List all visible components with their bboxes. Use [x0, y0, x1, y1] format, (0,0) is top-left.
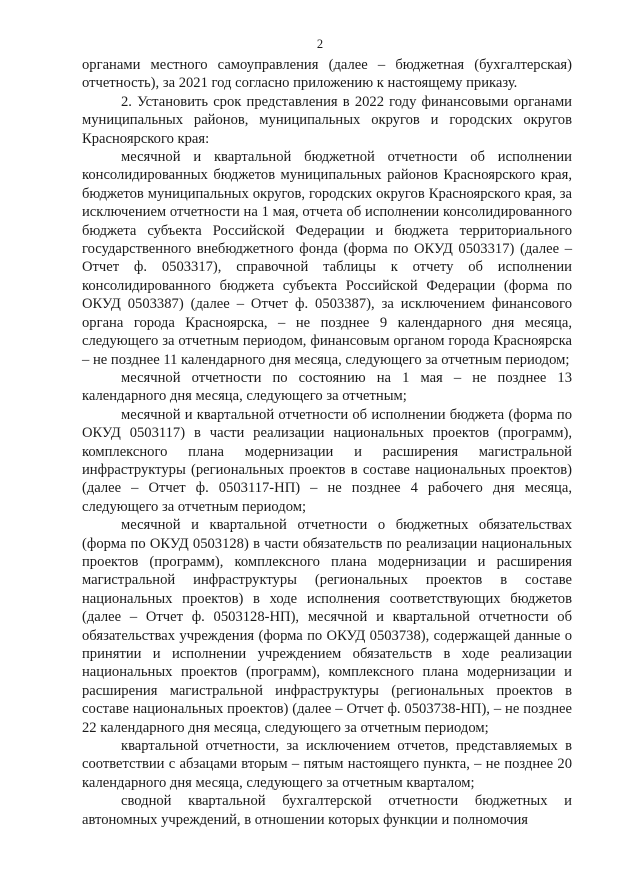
- page-number: 2: [316, 37, 324, 51]
- document-body: [82, 56, 572, 829]
- paragraph-monthly-quarterly-report: месячной и квартальной бюджетной отчетности об исполнении консолидированных бюджетов муниципальных районов Красноярского края, бюджетов муниципальных округов, городских округов Красноярского края, за исключением отчетности на 1 мая, отчета об исполнении консолидированного бюджета субъекта Российской Федерации и бюджета территориального государственного внебюджетного фонда (форма по ОКУД 0503317) (далее – Отчет ф. 0503317), справочной таблицы к отчету об исполнении консолидированного бюджета субъекта Российской Федерации (форма по ОКУД 0503387) (далее – Отчет ф. 0503387), за исключением финансового органа города Красноярска, – не позднее 9 календарного дня месяца, следующего за отчетным периодом, финансовым органом города Красноярска – не позднее 11 календарного дня месяца, следующего за отчетным периодом;: [82, 149, 572, 368]
- paragraph-report-0503117: месячной и квартальной отчетности об исполнении бюджета (форма по ОКУД 0503117) в части реализации национальных проектов (программ), комплексного плана модернизации и расширения магистральной инфраструктуры (региональных проектов в составе национальных проектов) (далее – Отчет ф. 0503117-НП) – не позднее 4 рабочего дня месяца, следующего за отчетным периодом;: [82, 406, 572, 515]
- paragraph-item-2: 2. Установить срок представления в 2022 году финансовыми органами муниципальных районов, муниципальных округов и городских округов Красноярского края:: [82, 93, 572, 147]
- paragraph-may-report: месячной отчетности по состоянию на 1 мая – не позднее 13 календарного дня месяца, следующего за отчетным;: [82, 369, 572, 405]
- paragraph-continuation: органами местного самоуправления (далее – бюджетная (бухгалтерская) отчетность), за 2021 год согласно приложению к настоящему приказу.: [82, 57, 572, 92]
- paragraph-quarterly-report: квартальной отчетности, за исключением отчетов, представляемых в соответствии с абзацами вторым – пятым настоящего пункта, – не позднее 20 календарного дня месяца, следующего за отчетным кварталом;: [82, 738, 572, 791]
- paragraph-report-0503128: месячной и квартальной отчетности о бюджетных обязательствах (форма по ОКУД 0503128) в части обязательств по реализации национальных проектов (программ), комплексного плана модернизации и расширения магистральной инфраструктуры (региональных проектов в составе национальных проектов) в ходе исполнения соответствующих бюджетов (далее – Отчет ф. 0503128-НП), месячной и квартальной отчетности об обязательствах учреждения (форма по ОКУД 0503738), содержащей данные о принятии и исполнении учреждением обязательств в ходе реализации национальных проектов (программ), комплексного плана модернизации и расширения магистральной инфраструктуры (региональных проектов в составе национальных проектов) (далее – Отчет ф. 0503738-НП), – не позднее 22 календарного дня месяца, следующего за отчетным периодом;: [82, 517, 572, 736]
- paragraph-consolidated-report: сводной квартальной бухгалтерской отчетности бюджетных и автономных учреждений, в отношении которых функции и полномочия: [82, 793, 572, 828]
